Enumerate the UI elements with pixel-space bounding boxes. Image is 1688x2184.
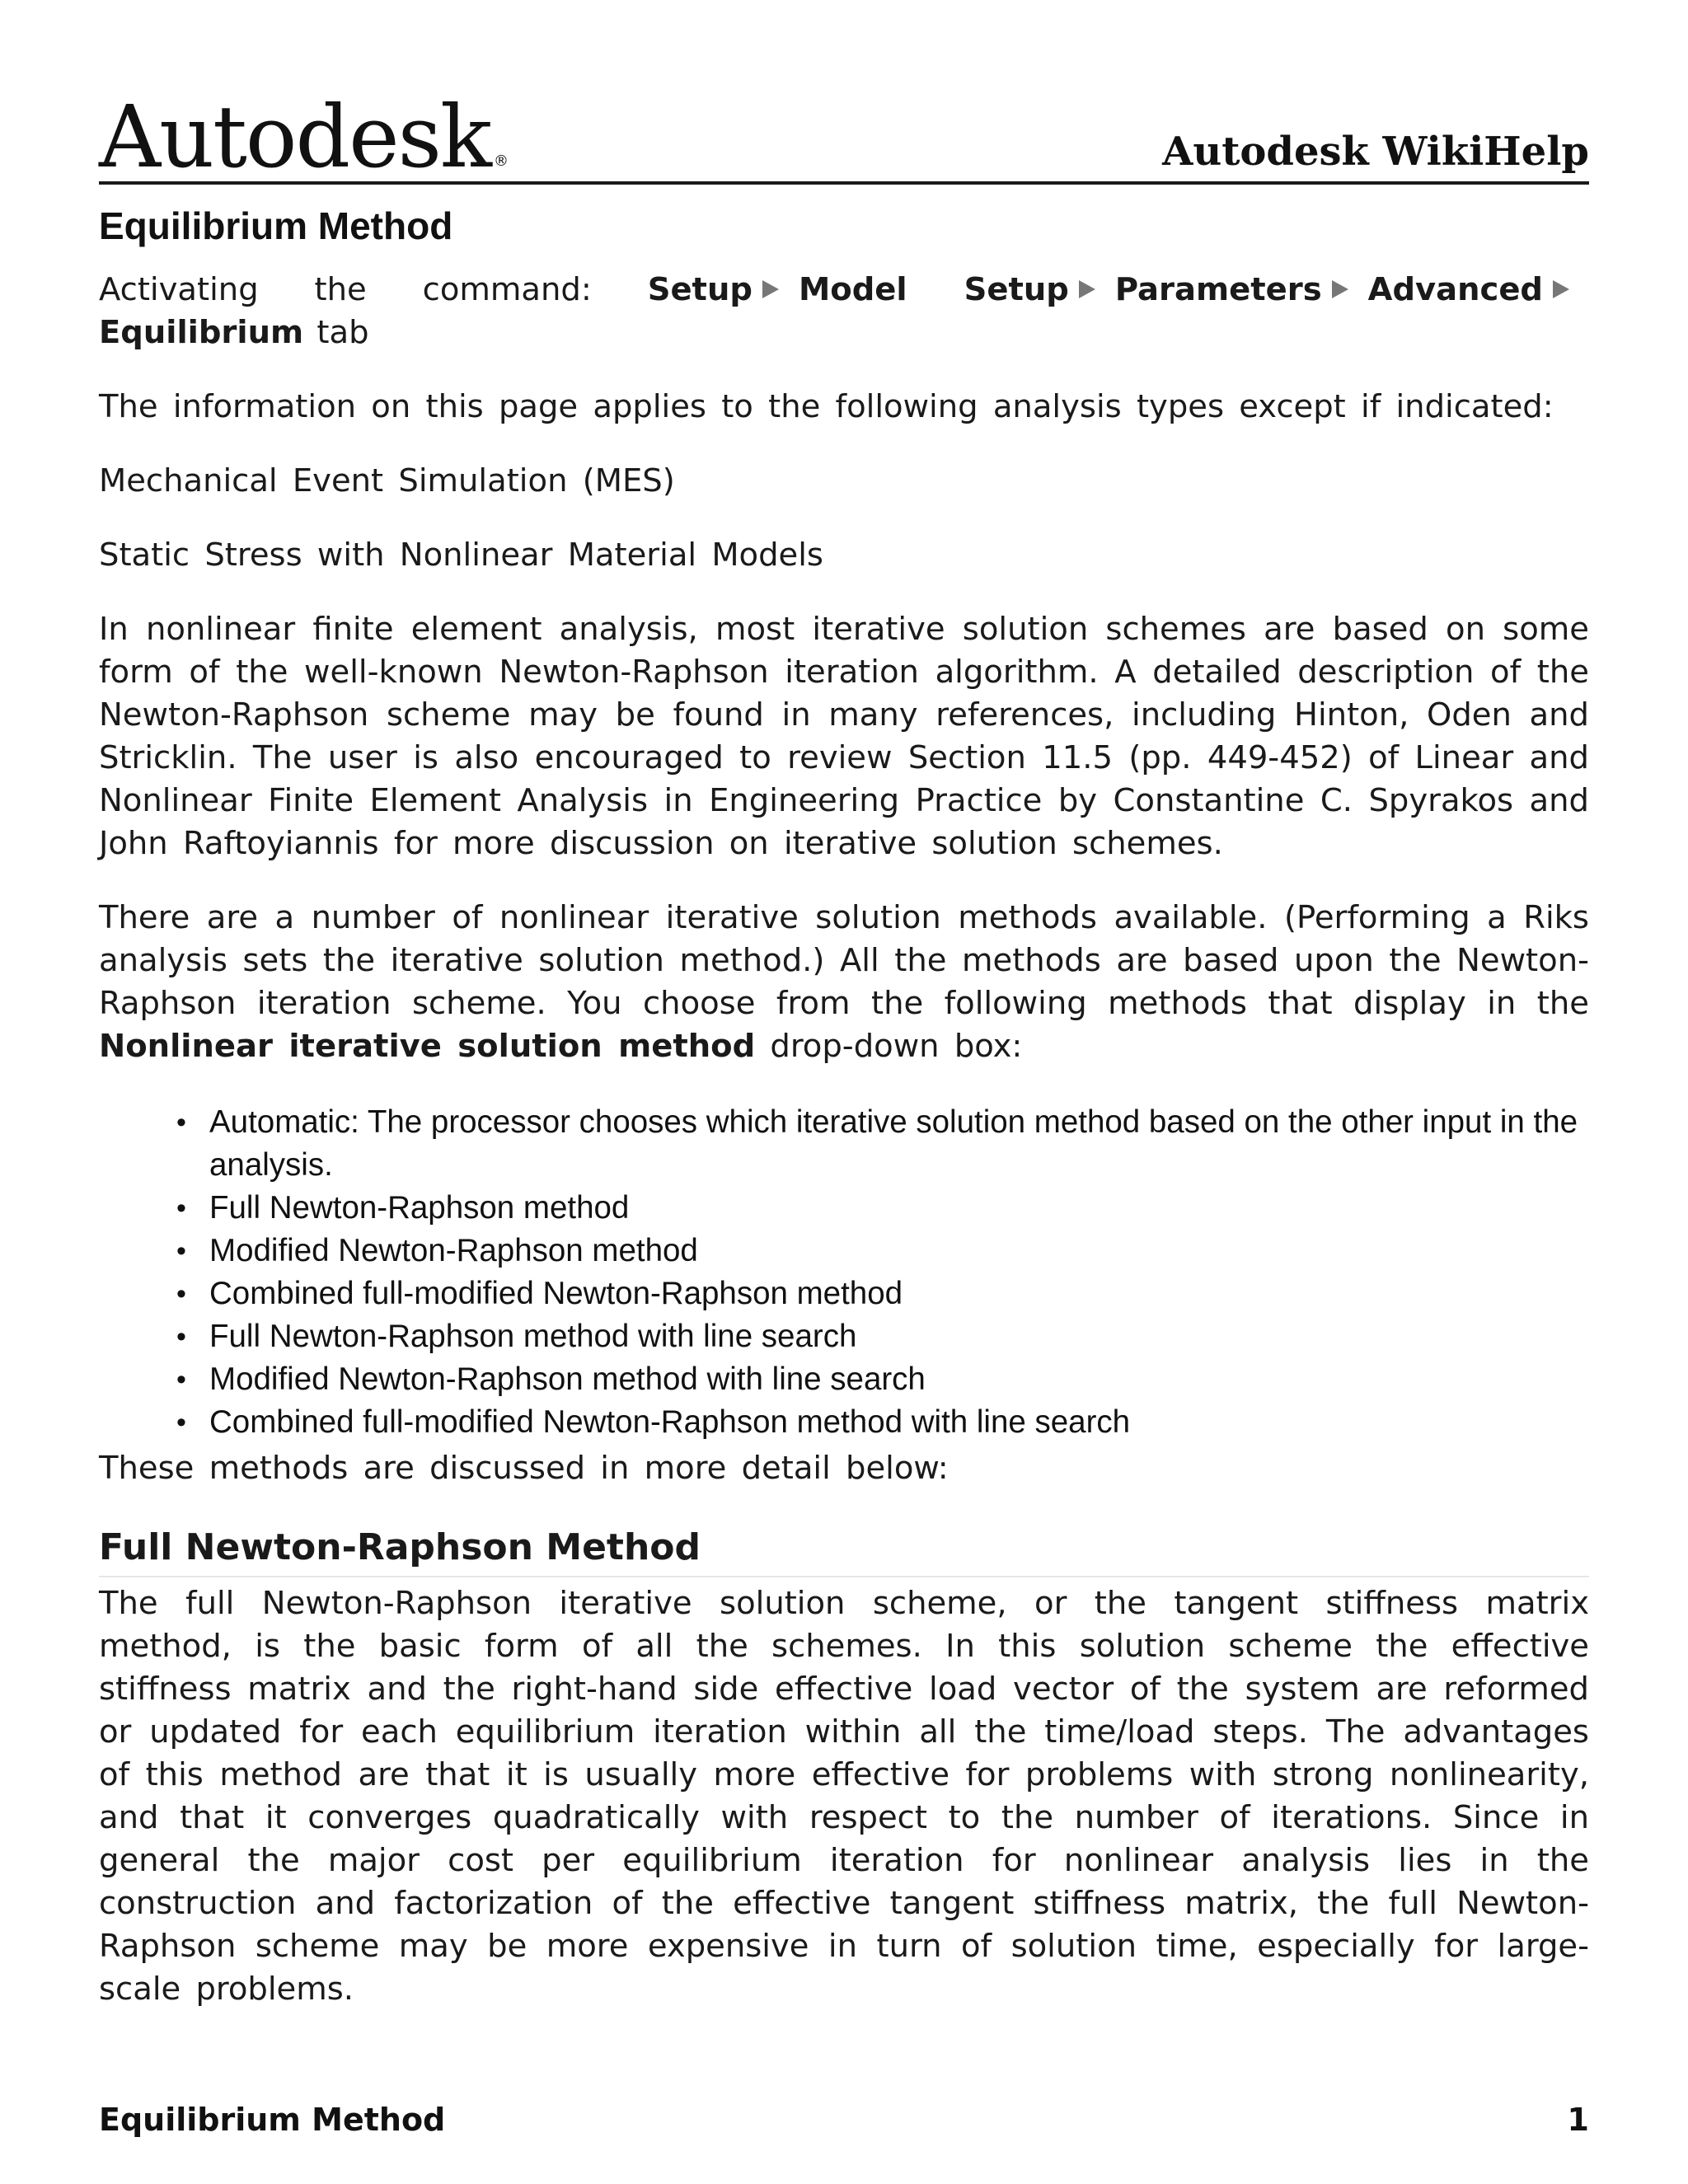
triangle-right-icon [1553, 280, 1569, 298]
list-item: • Combined full-modified Newton-Raphson method with line search [176, 1404, 1131, 1440]
list-item: • Full Newton-Raphson method with line search [176, 1319, 857, 1354]
list-item: • Full Newton-Raphson method [176, 1190, 630, 1226]
paragraph-newton-raphson-intro: In nonlinear finite element analysis, most iterative solution schemes are based on some form of the well-known Newton-Raphson iteration algorithm. A detailed description of the Newton-Raphson scheme may be found in many references, including Hinton, Oden and Stricklin. The user is also encouraged to review Section 11.5 (pp. 449-452) of Linear and Nonlinear Finite Element Analysis in Engineering Practice by Constantine C. Spyrakos and John Raftoyiannis for more discussion on iterative solution schemes. [99, 611, 1589, 862]
list-item: • Automatic: The processor chooses which iterative solution method based on the other input in the analysis. [176, 1104, 1578, 1183]
methods-note: These methods are discussed in more detail below: [99, 1450, 949, 1487]
paragraph-iterative-methods [99, 897, 1589, 1068]
list-item: • Modified Newton-Raphson method [176, 1233, 698, 1268]
footer-title: Equilibrium Method [99, 2102, 446, 2138]
document-page [99, 0, 1589, 2184]
menu-path-model-setup: Model Setup [798, 271, 1069, 308]
list-item: • Combined full-modified Newton-Raphson method [176, 1276, 903, 1311]
intro-text: The information on this page applies to the following analysis types except if indicated: [99, 388, 1554, 425]
methods-list [99, 1101, 1589, 1444]
triangle-right-icon [1332, 280, 1348, 298]
list-item: • Modified Newton-Raphson method with line search [176, 1361, 926, 1397]
menu-path-parameters: Parameters [1114, 271, 1322, 308]
dropdown-name: Nonlinear iterative solution method [99, 1028, 756, 1065]
paragraph-iterative-methods-tail: drop-down box: [770, 1028, 1023, 1065]
triangle-right-icon [1079, 280, 1095, 298]
page-header [99, 87, 1589, 187]
logo-text: Autodesk [99, 87, 491, 187]
registered-mark: ® [494, 152, 508, 170]
menu-path-equilibrium: Equilibrium [99, 314, 304, 351]
menu-path-setup: Setup [647, 271, 753, 308]
analysis-type-mes: Mechanical Event Simulation (MES) [99, 462, 675, 499]
section-heading-full-newton-raphson: Full Newton-Raphson Method [99, 1525, 1589, 1577]
site-name: Autodesk WikiHelp [1162, 129, 1589, 175]
paragraph-iterative-methods-text: There are a number of nonlinear iterative solution methods available. (Performing a Riks analysis sets the iterative solution method.) All the methods are based upon the Newton-Raphson iteration scheme. You choose from the following methods that display in the [99, 899, 1589, 1022]
autodesk-logo [99, 87, 508, 187]
analysis-type-static-stress: Static Stress with Nonlinear Material Models [99, 537, 823, 574]
activating-command [99, 269, 1589, 354]
page-title: Equilibrium Method [99, 204, 453, 247]
menu-path-advanced: Advanced [1367, 271, 1543, 308]
activating-prefix: Activating the command: [99, 271, 592, 308]
page-body [99, 269, 1589, 2011]
page-number: 1 [1567, 2102, 1589, 2138]
activating-suffix: tab [316, 314, 369, 351]
section-text-full-newton-raphson: The full Newton-Raphson iterative solution scheme, or the tangent stiffness matrix method, is the basic form of all the schemes. In this solution scheme the effective stiffness matrix and the right-hand side effective load vector of the system are reformed or updated for each equilibrium iteration within all the time/load steps. The advantages of this method are that it is usually more effective for problems with strong nonlinearity, and that it converges quadratically with respect to the number of iterations. Since in general the major cost per equilibrium iteration for nonlinear analysis lies in the construction and factorization of the effective tangent stiffness matrix, the full Newton-Raphson scheme may be more expensive in turn of solution time, especially for large-scale problems. [99, 1585, 1589, 2008]
triangle-right-icon [762, 280, 779, 298]
